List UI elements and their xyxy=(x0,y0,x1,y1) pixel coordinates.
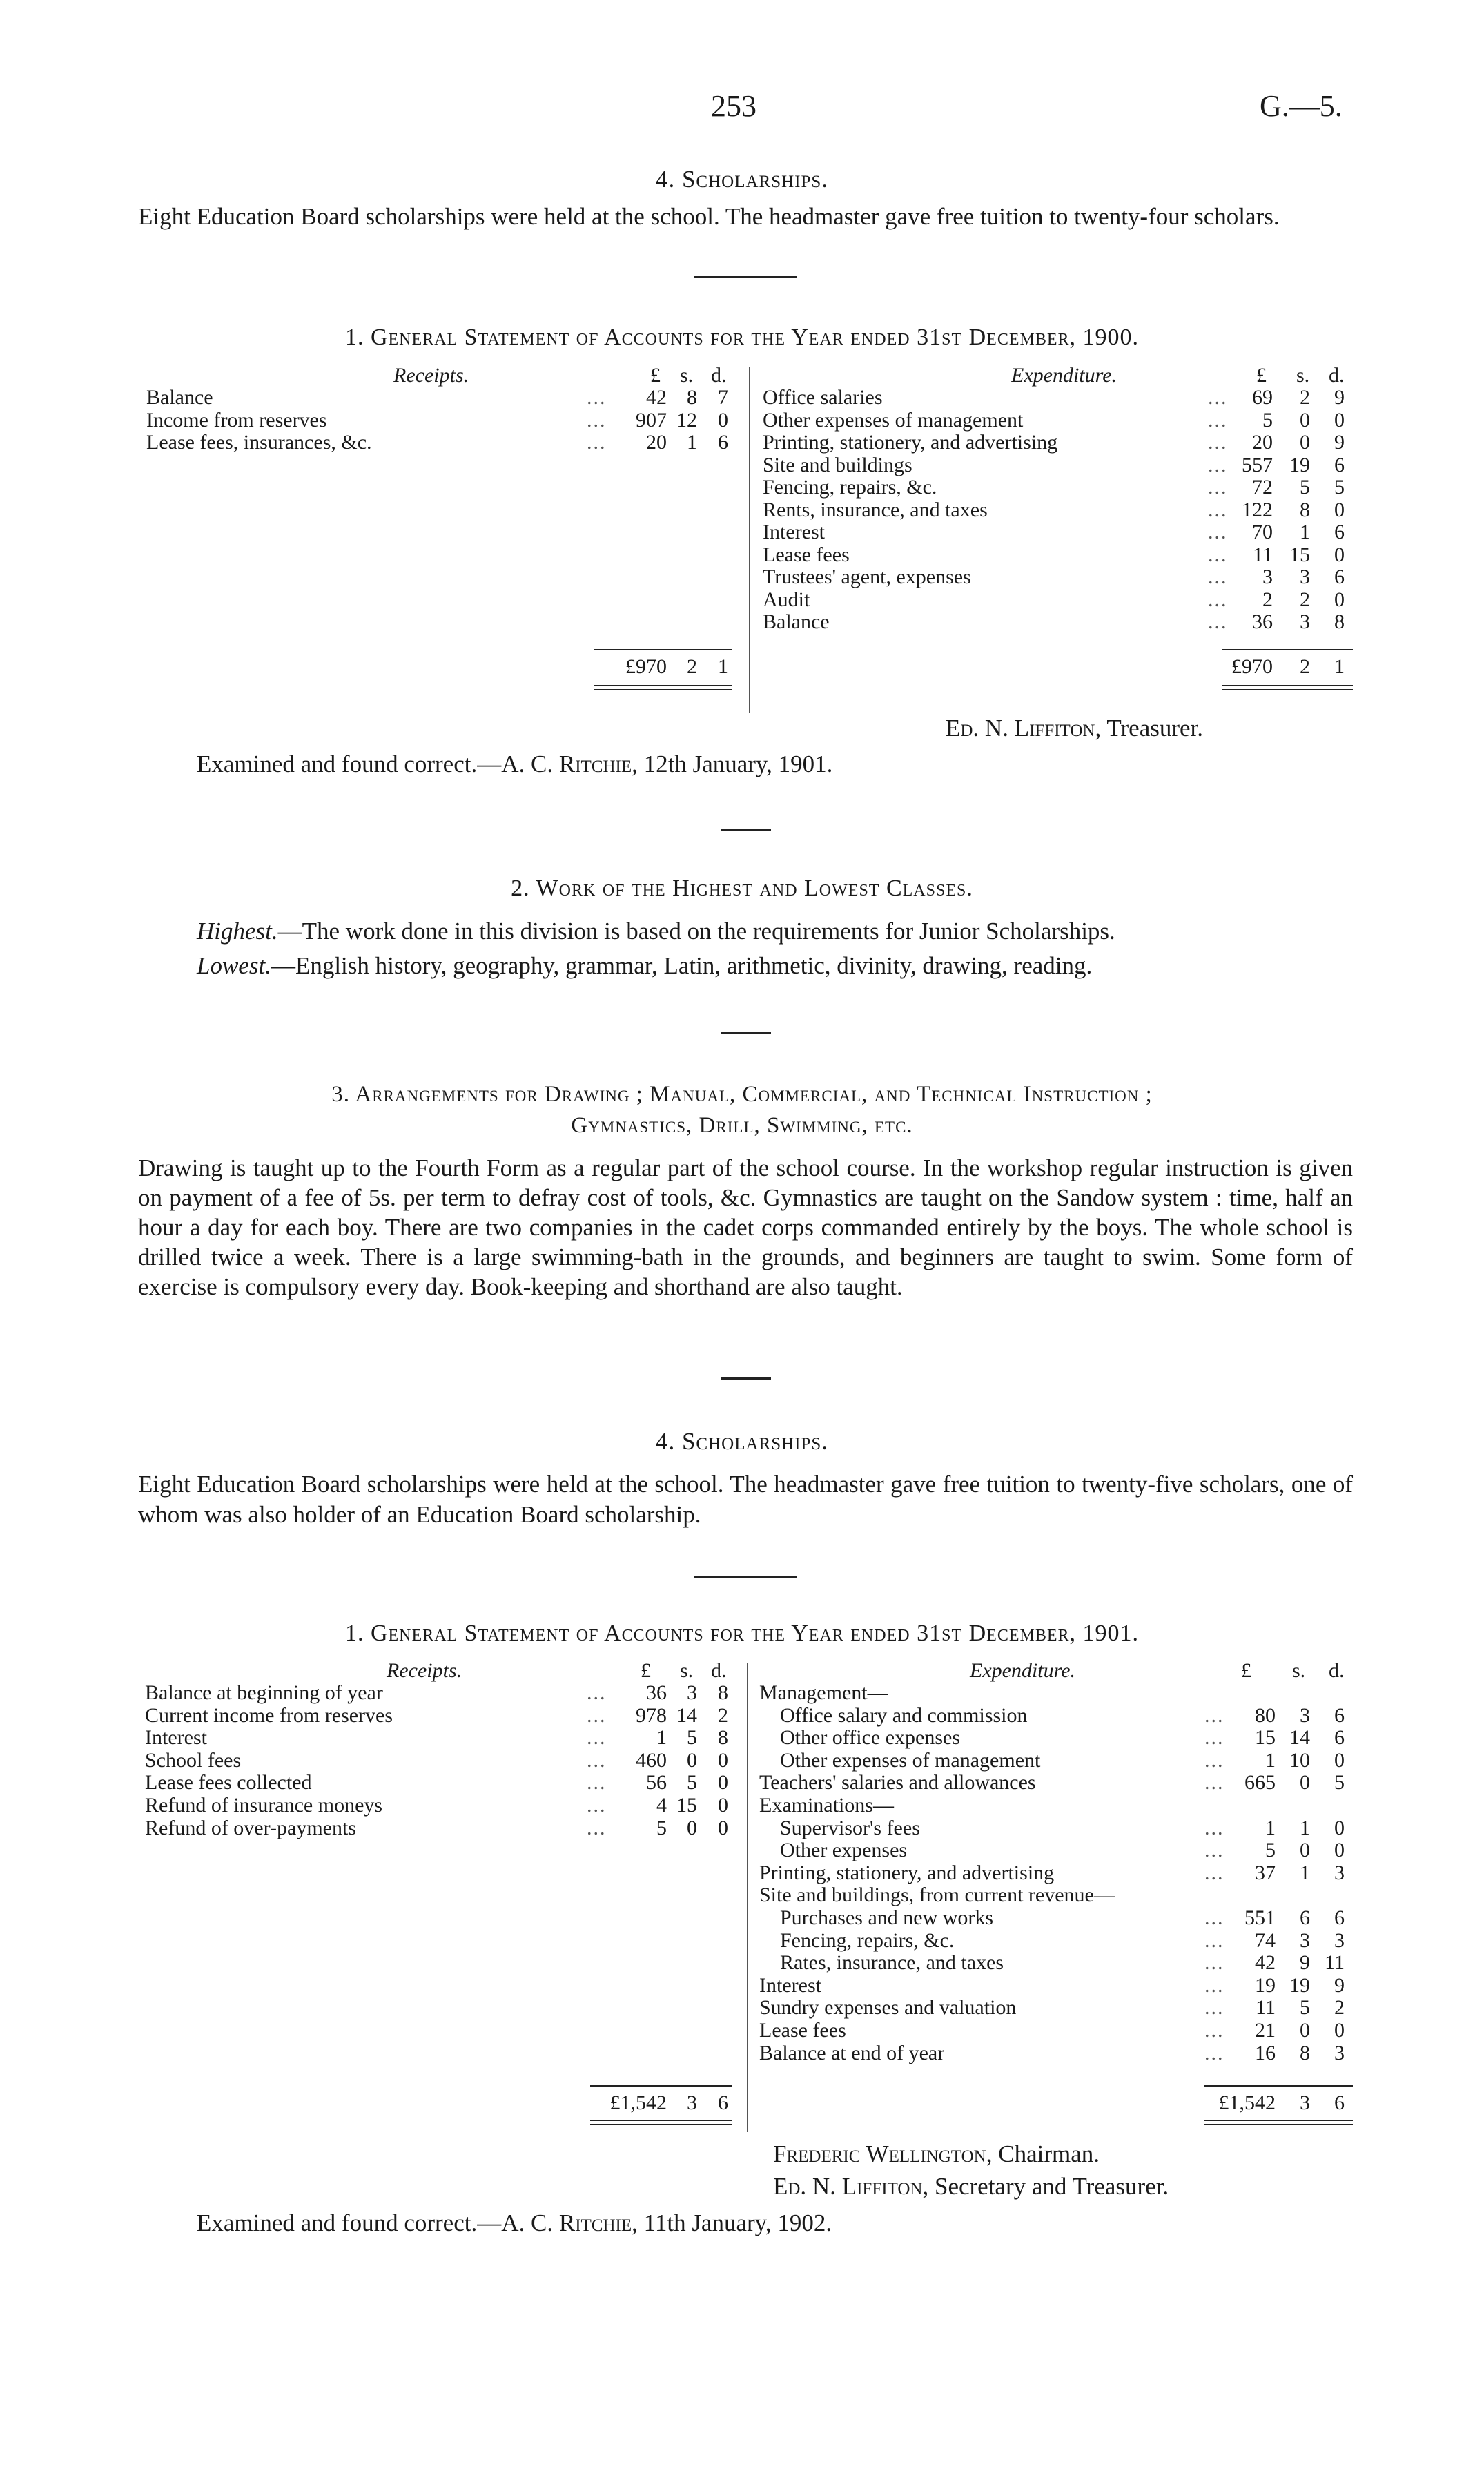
total-expenditure-pounds: £1,542 xyxy=(1218,2091,1276,2114)
row-shillings: 3 xyxy=(1300,1928,1310,1952)
row-pence: 5 xyxy=(1334,1771,1345,1794)
row-shillings: 19 xyxy=(1289,1973,1310,1997)
row-label: Balance at beginning of year xyxy=(145,1681,383,1704)
leader-dots: ... xyxy=(1204,1951,1224,1975)
row-pence: 3 xyxy=(1334,1928,1345,1952)
row-shillings: 6 xyxy=(1300,1906,1310,1929)
row-pounds: 72 xyxy=(1252,476,1273,499)
col-pence: d. xyxy=(711,1659,727,1682)
row-shillings: 0 xyxy=(1300,1839,1310,1862)
row-pence: 7 xyxy=(718,386,728,409)
row-label: Rents, insurance, and taxes xyxy=(763,498,988,521)
row-pence: 0 xyxy=(1334,1839,1345,1862)
scholarships-text: Eight Education Board scholarships were held at the school. The headmaster gave free tuition to twenty-five scholars, one of whom was also holder of an Education Board scholarship. xyxy=(138,1471,1353,1528)
row-label: Site and buildings, from current revenue— xyxy=(759,1884,1115,1907)
total-double-rule xyxy=(594,685,732,690)
divider xyxy=(694,1576,797,1578)
row-pence: 6 xyxy=(1334,1906,1345,1929)
total-expenditure-pence: 1 xyxy=(1334,655,1345,678)
row-label: Sundry expenses and valuation xyxy=(759,1996,1017,2020)
row-shillings: 15 xyxy=(1289,543,1310,566)
row-shillings: 0 xyxy=(1300,431,1310,454)
row-shillings: 5 xyxy=(1300,1996,1310,2020)
row-pounds: 1 xyxy=(1265,1816,1276,1839)
row-label: Site and buildings xyxy=(763,453,912,476)
row-pounds: 978 xyxy=(636,1703,667,1727)
row-pounds: 80 xyxy=(1255,1703,1276,1727)
leader-dots: ... xyxy=(587,431,607,454)
divider xyxy=(694,276,797,278)
accounts-1901-title: 1. General Statement of Accounts for the Year ended 31st December, 1901. xyxy=(344,1620,1140,1646)
row-shillings: 14 xyxy=(1289,1726,1310,1750)
row-label: Other expenses of management xyxy=(763,408,1024,432)
leader-dots: ... xyxy=(1204,2019,1224,2042)
row-label: Income from reserves xyxy=(146,408,327,432)
row-pounds: 551 xyxy=(1244,1906,1276,1929)
row-label: Lease fees, insurances, &c. xyxy=(146,431,372,454)
total-expenditure-shillings: 3 xyxy=(1300,2091,1310,2114)
row-pence: 0 xyxy=(1334,1816,1345,1839)
row-pounds: 69 xyxy=(1252,386,1273,409)
row-pence: 0 xyxy=(718,1771,728,1794)
row-label: Lease fees xyxy=(759,2019,846,2042)
leader-dots: ... xyxy=(1204,1861,1224,1884)
total-expenditure-shillings: 2 xyxy=(1300,655,1310,678)
row-shillings: 8 xyxy=(1300,498,1310,521)
row-shillings: 0 xyxy=(1300,2019,1310,2042)
row-shillings: 12 xyxy=(676,408,697,432)
row-pounds: 15 xyxy=(1255,1726,1276,1750)
scholarships-title-top: 4. Scholarships. xyxy=(655,166,829,193)
arrangements-text: Drawing is taught up to the Fourth Form as a regular part of the school course. In the workshop regular instruction is given on payment of a fee of 5s. per term to defray cost of tools, &c. Gymnastics are taught on the Sandow system : time, half an hour a day for each boy. There are two companies in the cadet corps commanded entirely by the boys. The whole school is drilled twice a week. There is a large swimming-bath in the grounds, and beginners are taught to swim. Some form of exercise is compulsory every day. Book-keeping and shorthand are also taught. xyxy=(138,1154,1353,1300)
row-shillings: 8 xyxy=(687,386,697,409)
row-label: Fencing, repairs, &c. xyxy=(780,1928,955,1952)
page-ref: G.—5. xyxy=(1260,89,1343,123)
treasurer-signature xyxy=(773,2173,1169,2200)
receipts-heading: Receipts. xyxy=(393,364,469,387)
leader-dots: ... xyxy=(1204,1726,1224,1750)
row-label: Office salaries xyxy=(763,386,883,409)
row-pence: 2 xyxy=(1334,1996,1345,2020)
row-pence: 0 xyxy=(1334,543,1345,566)
row-pounds: 2 xyxy=(1262,588,1273,611)
row-pence: 8 xyxy=(718,1681,728,1704)
examined-1901 xyxy=(197,2209,832,2237)
chairman-name: Frederic Wellington xyxy=(773,2140,986,2167)
row-label: Interest xyxy=(763,521,825,543)
row-shillings: 1 xyxy=(1300,1816,1310,1839)
row-pence: 5 xyxy=(1334,476,1345,499)
row-pounds: 36 xyxy=(1252,610,1273,633)
col-pence: d. xyxy=(1329,1659,1345,1682)
row-pence: 9 xyxy=(1334,386,1345,409)
row-pounds: 20 xyxy=(646,431,667,454)
total-rule xyxy=(594,649,732,650)
arrangements-title-line2: Gymnastics, Drill, Swimming, etc. xyxy=(571,1113,913,1138)
col-shillings: s. xyxy=(680,1659,694,1682)
leader-dots: ... xyxy=(587,386,607,409)
accounts-1900-title: 1. General Statement of Accounts for the Year ended 31st December, 1900. xyxy=(344,325,1140,350)
leader-dots: ... xyxy=(587,1816,607,1839)
row-pence: 0 xyxy=(718,1816,728,1839)
row-shillings: 1 xyxy=(687,431,697,454)
leader-dots: ... xyxy=(1208,386,1228,409)
receipts-heading: Receipts. xyxy=(387,1659,462,1682)
row-pence: 0 xyxy=(718,408,728,432)
total-rule xyxy=(1204,2085,1353,2087)
expenditure-heading: Expenditure. xyxy=(1011,364,1117,387)
row-pence: 11 xyxy=(1325,1951,1345,1975)
total-expenditure-pounds: £970 xyxy=(1231,655,1273,678)
row-label: Balance at end of year xyxy=(759,2041,945,2064)
leader-dots: ... xyxy=(1208,565,1228,588)
column-divider xyxy=(747,1663,748,2132)
row-pence: 0 xyxy=(1334,1748,1345,1772)
scholarships-title: 4. Scholarships. xyxy=(655,1428,829,1455)
page-number: 253 xyxy=(711,89,756,123)
total-rule xyxy=(1222,649,1353,650)
row-pounds: 42 xyxy=(646,386,667,409)
row-label: Trustees' agent, expenses xyxy=(763,565,971,588)
leader-dots: ... xyxy=(587,1771,607,1794)
row-pence: 6 xyxy=(1334,521,1345,543)
row-shillings: 8 xyxy=(1300,2041,1310,2064)
expenditure-heading: Expenditure. xyxy=(970,1659,1076,1682)
divider xyxy=(721,1032,771,1034)
leader-dots: ... xyxy=(1204,1703,1224,1727)
leader-dots: ... xyxy=(587,1681,607,1704)
row-pounds: 56 xyxy=(646,1771,667,1794)
col-pence: d. xyxy=(711,364,727,387)
row-label: Refund of insurance moneys xyxy=(145,1794,383,1817)
total-expenditure-pence: 6 xyxy=(1334,2091,1345,2114)
row-pounds: 70 xyxy=(1252,521,1273,543)
row-pounds: 1 xyxy=(656,1726,667,1750)
leader-dots: ... xyxy=(1204,1771,1224,1794)
leader-dots: ... xyxy=(587,408,607,432)
row-shillings: 19 xyxy=(1289,453,1310,476)
row-label: Current income from reserves xyxy=(145,1703,393,1727)
row-label: Refund of over-payments xyxy=(145,1816,356,1839)
row-pence: 3 xyxy=(1334,1861,1345,1884)
row-pence: 8 xyxy=(718,1726,728,1750)
row-pence: 9 xyxy=(1334,431,1345,454)
row-shillings: 10 xyxy=(1289,1748,1310,1772)
highest-label: Highest. xyxy=(197,918,278,945)
leader-dots: ... xyxy=(587,1748,607,1772)
row-label: Printing, stationery, and advertising xyxy=(759,1861,1055,1884)
row-shillings: 9 xyxy=(1300,1951,1310,1975)
examined-prefix: Examined and found correct.—A. C. xyxy=(197,2209,559,2236)
leader-dots: ... xyxy=(1208,408,1228,432)
row-pounds: 16 xyxy=(1255,2041,1276,2064)
leader-dots: ... xyxy=(1204,2041,1224,2064)
examiner-name: Ritchie xyxy=(558,2209,632,2236)
row-pounds: 557 xyxy=(1242,453,1273,476)
row-shillings: 1 xyxy=(1300,521,1310,543)
row-pence: 2 xyxy=(718,1703,728,1727)
leader-dots: ... xyxy=(1208,476,1228,499)
examined-1900 xyxy=(197,751,832,778)
row-pounds: 3 xyxy=(1262,565,1273,588)
chairman-signature xyxy=(773,2140,1100,2168)
leader-dots: ... xyxy=(1204,1748,1224,1772)
leader-dots: ... xyxy=(587,1794,607,1817)
leader-dots: ... xyxy=(587,1726,607,1750)
row-pounds: 5 xyxy=(656,1816,667,1839)
row-label: Teachers' salaries and allowances xyxy=(759,1771,1036,1794)
divider xyxy=(721,1377,771,1380)
highest-text: —The work done in this division is based on the requirements for Junior Scholarships. xyxy=(277,918,1115,945)
row-shillings: 0 xyxy=(687,1816,697,1839)
row-label: Examinations— xyxy=(759,1794,894,1817)
leader-dots: ... xyxy=(1204,1973,1224,1997)
total-double-rule xyxy=(1222,685,1353,690)
row-pence: 6 xyxy=(1334,565,1345,588)
row-label: Fencing, repairs, &c. xyxy=(763,476,937,499)
row-pence: 0 xyxy=(1334,588,1345,611)
leader-dots: ... xyxy=(1208,498,1228,521)
row-pounds: 4 xyxy=(656,1794,667,1817)
col-shillings: s. xyxy=(1292,1659,1306,1682)
row-pounds: 36 xyxy=(646,1681,667,1704)
treasurer-name: Ed. N. Liffiton xyxy=(773,2173,923,2200)
row-label: Other expenses xyxy=(780,1839,908,1862)
row-shillings: 1 xyxy=(1300,1861,1310,1884)
row-pounds: 1 xyxy=(1265,1748,1276,1772)
row-pounds: 122 xyxy=(1242,498,1273,521)
row-pence: 6 xyxy=(1334,1726,1345,1750)
total-double-rule xyxy=(1204,2120,1353,2125)
row-pounds: 20 xyxy=(1252,431,1273,454)
col-shillings: s. xyxy=(1296,364,1310,387)
row-shillings: 5 xyxy=(687,1726,697,1750)
leader-dots: ... xyxy=(1208,453,1228,476)
total-receipts-shillings: 3 xyxy=(687,2091,697,2114)
row-pounds: 19 xyxy=(1255,1973,1276,1997)
row-label: Purchases and new works xyxy=(780,1906,994,1929)
row-pounds: 5 xyxy=(1265,1839,1276,1862)
leader-dots: ... xyxy=(1208,588,1228,611)
work-title: 2. Work of the Highest and Lowest Classes. xyxy=(511,875,973,901)
row-label: Lease fees xyxy=(763,543,850,566)
row-pounds: 460 xyxy=(636,1748,667,1772)
row-shillings: 3 xyxy=(1300,1703,1310,1727)
row-pounds: 5 xyxy=(1262,408,1273,432)
row-shillings: 5 xyxy=(1300,476,1310,499)
col-pounds: £ xyxy=(650,364,661,387)
row-pounds: 665 xyxy=(1244,1771,1276,1794)
row-pence: 0 xyxy=(1334,498,1345,521)
row-label: Interest xyxy=(145,1726,207,1750)
col-pounds: £ xyxy=(641,1659,651,1682)
treasurer-role: , Secretary and Treasurer. xyxy=(922,2173,1169,2200)
total-receipts-pence: 6 xyxy=(718,2091,728,2114)
scholarships-text-top: Eight Education Board scholarships were held at the school. The headmaster gave free tuition to twenty-four scholars. xyxy=(138,203,1280,230)
row-label: Audit xyxy=(763,588,810,611)
row-pence: 0 xyxy=(718,1748,728,1772)
row-label: Office salary and commission xyxy=(780,1703,1028,1727)
row-pence: 6 xyxy=(1334,1703,1345,1727)
row-shillings: 2 xyxy=(1300,386,1310,409)
row-shillings: 3 xyxy=(1300,610,1310,633)
row-pence: 6 xyxy=(718,431,728,454)
row-label: Interest xyxy=(759,1973,821,1997)
total-rule xyxy=(590,2085,732,2087)
row-pence: 9 xyxy=(1334,1973,1345,1997)
total-receipts-pence: 1 xyxy=(718,655,728,678)
row-pounds: 907 xyxy=(636,408,667,432)
leader-dots: ... xyxy=(1208,610,1228,633)
row-shillings: 14 xyxy=(676,1703,697,1727)
row-shillings: 2 xyxy=(1300,588,1310,611)
leader-dots: ... xyxy=(1204,1816,1224,1839)
row-pounds: 11 xyxy=(1256,1996,1276,2020)
leader-dots: ... xyxy=(1208,543,1228,566)
total-receipts-pounds: £970 xyxy=(625,655,667,678)
row-shillings: 0 xyxy=(687,1748,697,1772)
highest-line xyxy=(197,916,1370,947)
arrangements-title-line1: 3. Arrangements for Drawing ; Manual, Commercial, and Technical Instruction ; xyxy=(331,1082,1153,1107)
col-pounds: £ xyxy=(1256,364,1267,387)
treasurer-signature xyxy=(946,715,1203,742)
leader-dots: ... xyxy=(1204,1906,1224,1929)
lowest-line xyxy=(197,951,1370,981)
total-receipts-shillings: 2 xyxy=(687,655,697,678)
examined-prefix: Examined and found correct.—A. C. xyxy=(197,751,559,777)
row-pence: 6 xyxy=(1334,453,1345,476)
row-label: Management— xyxy=(759,1681,888,1704)
examined-date: , 11th January, 1902. xyxy=(632,2209,832,2236)
leader-dots: ... xyxy=(587,1703,607,1727)
total-double-rule xyxy=(590,2120,732,2125)
row-pounds: 21 xyxy=(1255,2019,1276,2042)
treasurer-name: Ed. N. Liffiton xyxy=(946,715,1095,742)
row-pounds: 42 xyxy=(1255,1951,1276,1975)
leader-dots: ... xyxy=(1208,431,1228,454)
row-label: Balance xyxy=(763,610,830,633)
row-pounds: 37 xyxy=(1255,1861,1276,1884)
total-receipts-pounds: £1,542 xyxy=(609,2091,667,2114)
col-pounds: £ xyxy=(1241,1659,1251,1682)
row-shillings: 15 xyxy=(676,1794,697,1817)
examined-date: , 12th January, 1901. xyxy=(632,751,833,777)
row-shillings: 3 xyxy=(687,1681,697,1704)
row-pence: 0 xyxy=(718,1794,728,1817)
leader-dots: ... xyxy=(1204,1996,1224,2020)
divider xyxy=(721,829,771,831)
examiner-name: Ritchie xyxy=(558,751,632,777)
row-label: Other expenses of management xyxy=(780,1748,1041,1772)
column-divider xyxy=(749,367,750,713)
row-pounds: 11 xyxy=(1253,543,1273,566)
row-pence: 0 xyxy=(1334,408,1345,432)
leader-dots: ... xyxy=(1208,521,1228,543)
row-shillings: 3 xyxy=(1300,565,1310,588)
row-label: Supervisor's fees xyxy=(780,1816,920,1839)
row-label: School fees xyxy=(145,1748,242,1772)
row-label: Other office expenses xyxy=(780,1726,961,1750)
row-shillings: 0 xyxy=(1300,408,1310,432)
row-shillings: 0 xyxy=(1300,1771,1310,1794)
row-label: Printing, stationery, and advertising xyxy=(763,431,1058,454)
row-pounds: 74 xyxy=(1255,1928,1276,1952)
row-label: Rates, insurance, and taxes xyxy=(780,1951,1004,1975)
leader-dots: ... xyxy=(1204,1928,1224,1952)
treasurer-role: , Treasurer. xyxy=(1095,715,1204,742)
row-label: Balance xyxy=(146,386,213,409)
lowest-text: —English history, geography, grammar, Latin, arithmetic, divinity, drawing, reading. xyxy=(271,952,1093,979)
row-pence: 8 xyxy=(1334,610,1345,633)
row-pence: 3 xyxy=(1334,2041,1345,2064)
chairman-role: , Chairman. xyxy=(986,2140,1100,2167)
leader-dots: ... xyxy=(1204,1839,1224,1862)
col-pence: d. xyxy=(1329,364,1345,387)
lowest-label: Lowest. xyxy=(197,952,271,979)
row-label: Lease fees collected xyxy=(145,1771,312,1794)
col-shillings: s. xyxy=(680,364,694,387)
row-shillings: 5 xyxy=(687,1771,697,1794)
row-pence: 0 xyxy=(1334,2019,1345,2042)
